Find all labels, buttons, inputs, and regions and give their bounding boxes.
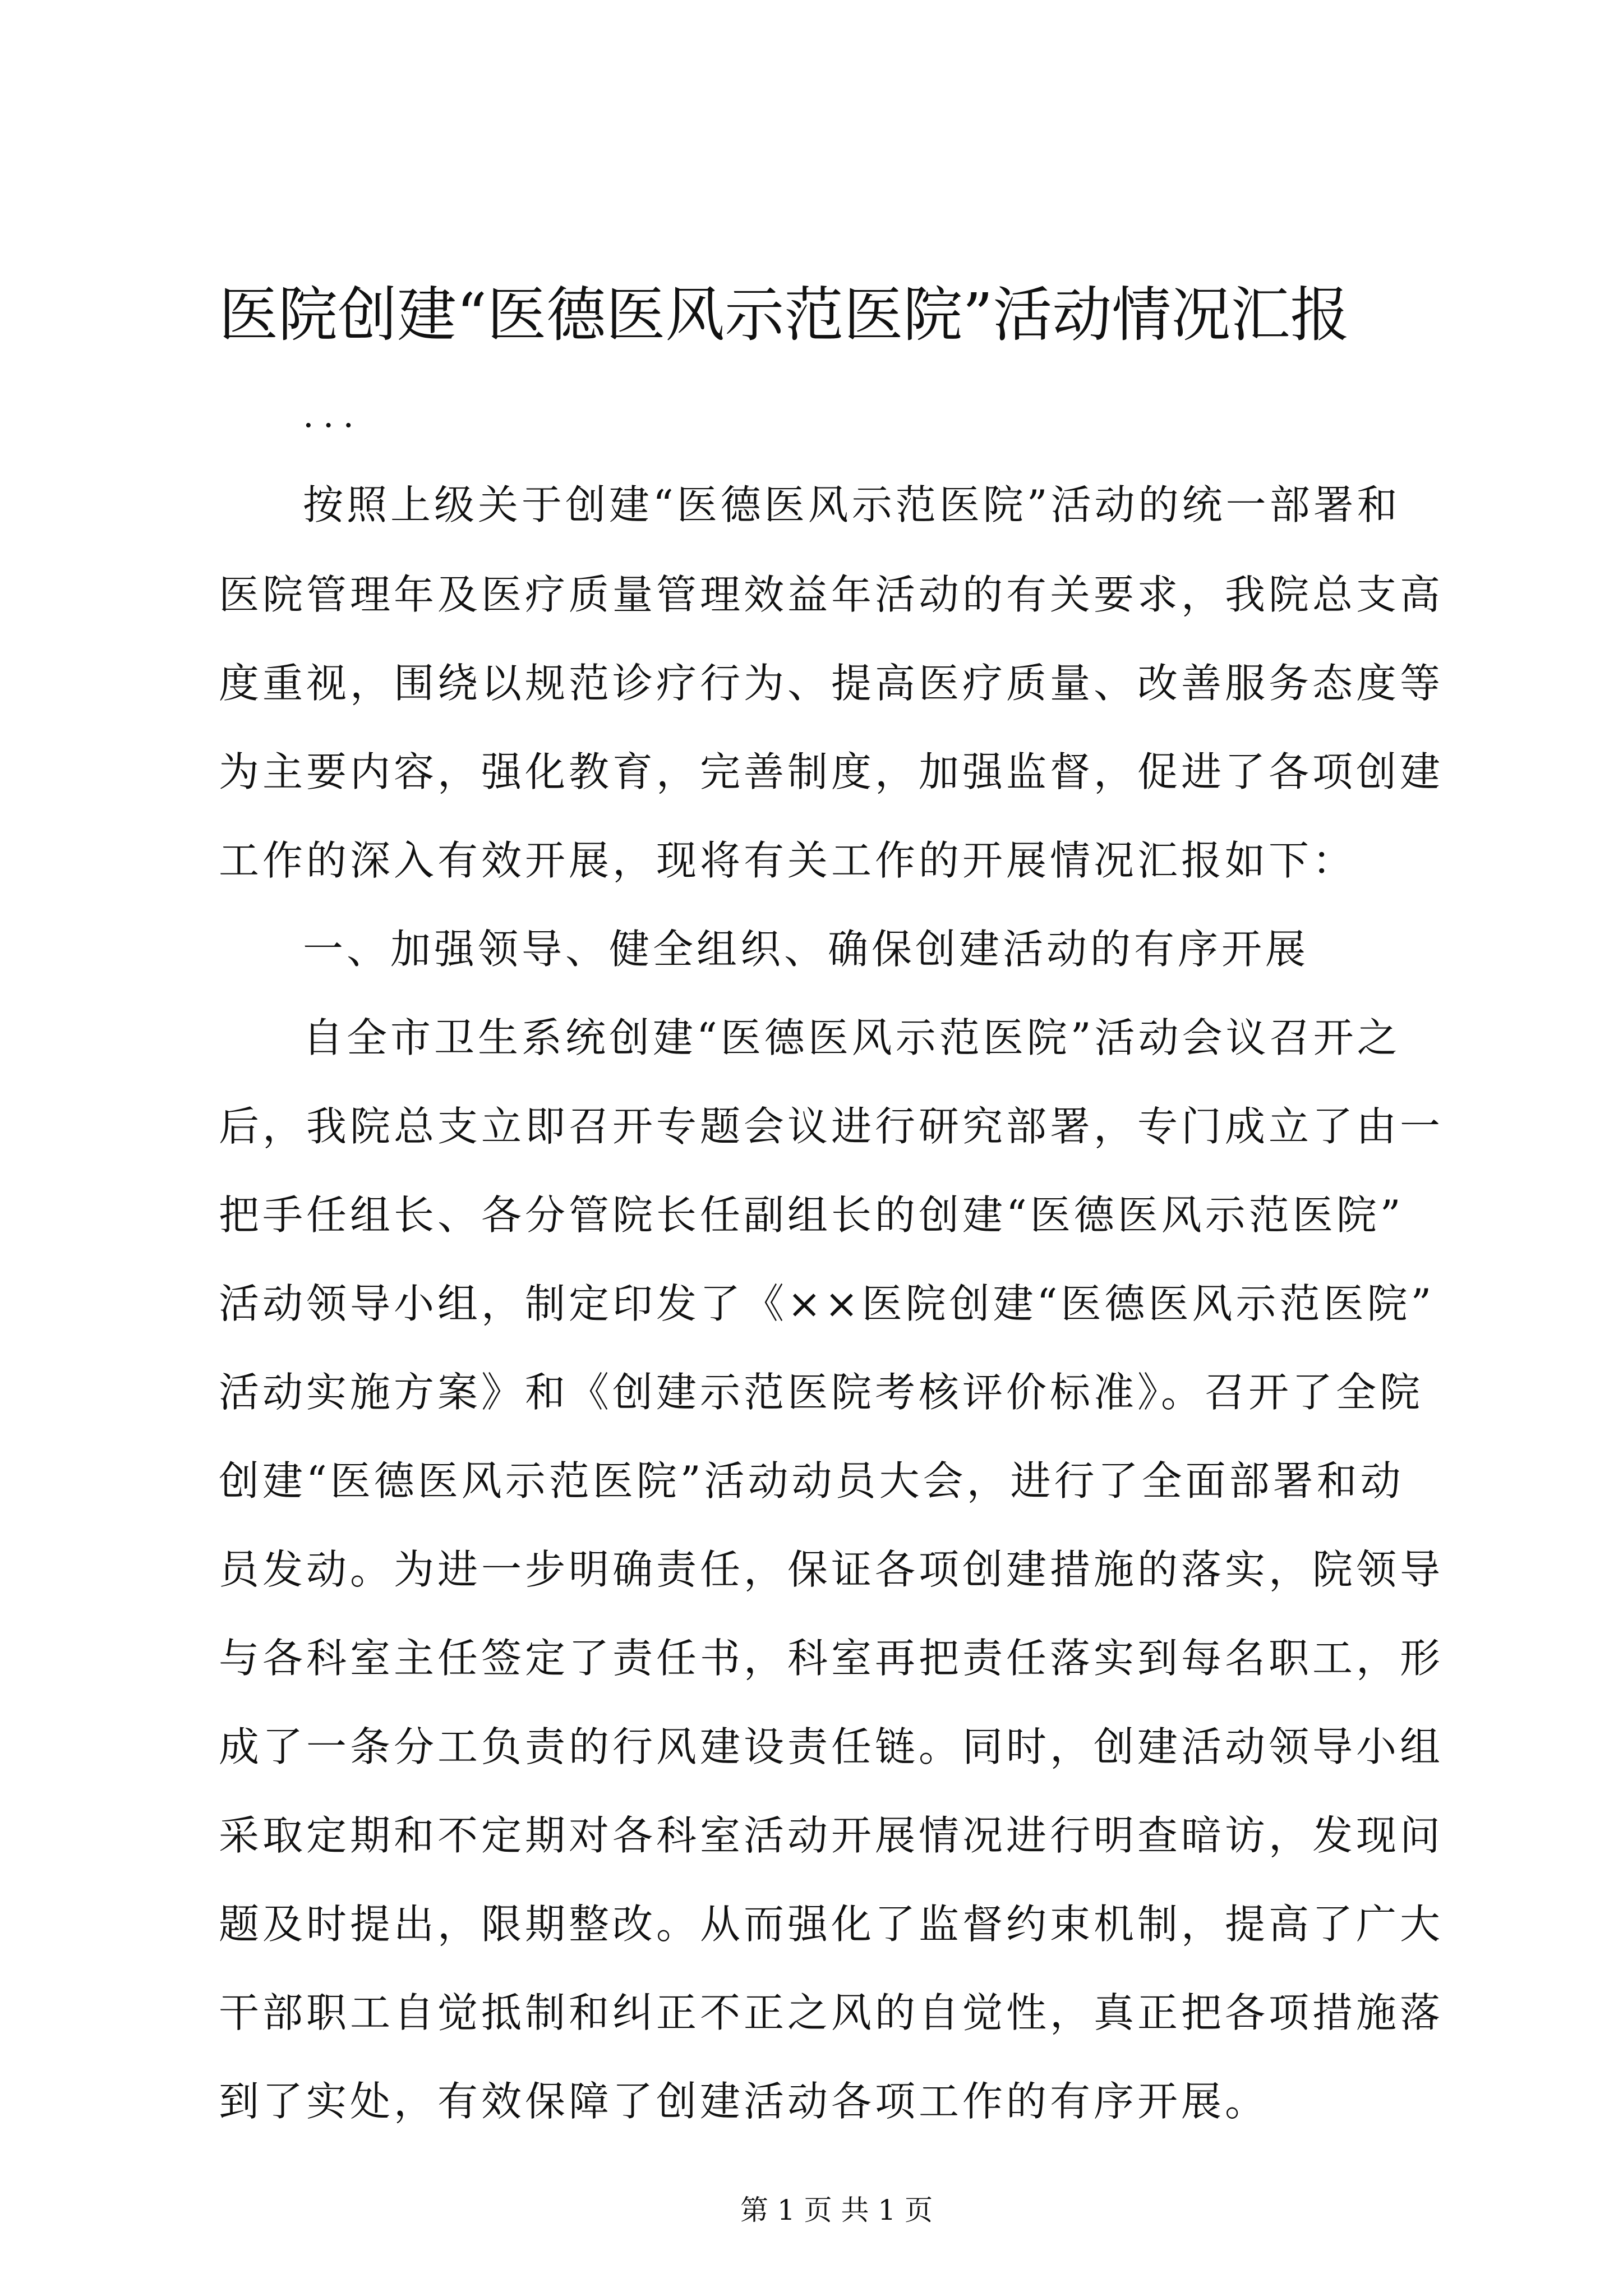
body-line: 自全市卫生系统创建“医德医风示范医院”活动会议召开之: [303, 1014, 1401, 1061]
body-line: 为主要内容，强化教育，完善制度，加强监督，促进了各项创建: [219, 748, 1444, 795]
body-line: 干部职工自觉抵制和纠正不正之风的自觉性，真正把各项措施落: [219, 1989, 1444, 2036]
body-line: 到了实处，有效保障了创建活动各项工作的有序开展。: [219, 2078, 1269, 2125]
body-line: 成了一条分工负责的行风建设责任链。同时，创建活动领导小组: [219, 1723, 1444, 1770]
document-title: 医院创建“医德医风示范医院”活动情况汇报: [219, 280, 1350, 349]
body-line: 把手任组长、各分管院长任副组长的创建“医德医风示范医院”: [219, 1191, 1404, 1239]
ellipsis-marker: ...: [303, 394, 363, 435]
body-line: 活动实施方案》和《创建示范医院考核评价标准》。召开了全院: [219, 1369, 1424, 1416]
body-line: 工作的深入有效开展，现将有关工作的开展情况汇报如下：: [219, 837, 1357, 884]
body-line: 后，我院总支立即召开专题会议进行研究部署，专门成立了由一: [219, 1103, 1444, 1150]
body-line: 采取定期和不定期对各科室活动开展情况进行明查暗访，发现问: [219, 1812, 1444, 1859]
body-line: 按照上级关于创建“医德医风示范医院”活动的统一部署和: [303, 481, 1401, 528]
body-line: 创建“医德医风示范医院”活动动员大会，进行了全面部署和动: [219, 1457, 1404, 1504]
body-line: 医院管理年及医疗质量管理效益年活动的有关要求，我院总支高: [219, 571, 1444, 618]
section-heading: 一、加强领导、健全组织、确保创建活动的有序开展: [303, 926, 1310, 973]
body-line: 员发动。为进一步明确责任，保证各项创建措施的落实，院领导: [219, 1546, 1444, 1593]
body-line: 与各科室主任签定了责任书，科室再把责任落实到每名职工，形: [219, 1635, 1444, 1682]
body-line: 活动领导小组，制定印发了《××医院创建“医德医风示范医院”: [219, 1280, 1435, 1327]
page-footer: 第 1 页 共 1 页: [740, 2194, 933, 2226]
body-line: 度重视，围绕以规范诊疗行为、提高医疗质量、改善服务态度等: [219, 660, 1444, 707]
body-line: 题及时提出，限期整改。从而强化了监督约束机制，提高了广大: [219, 1901, 1444, 1948]
